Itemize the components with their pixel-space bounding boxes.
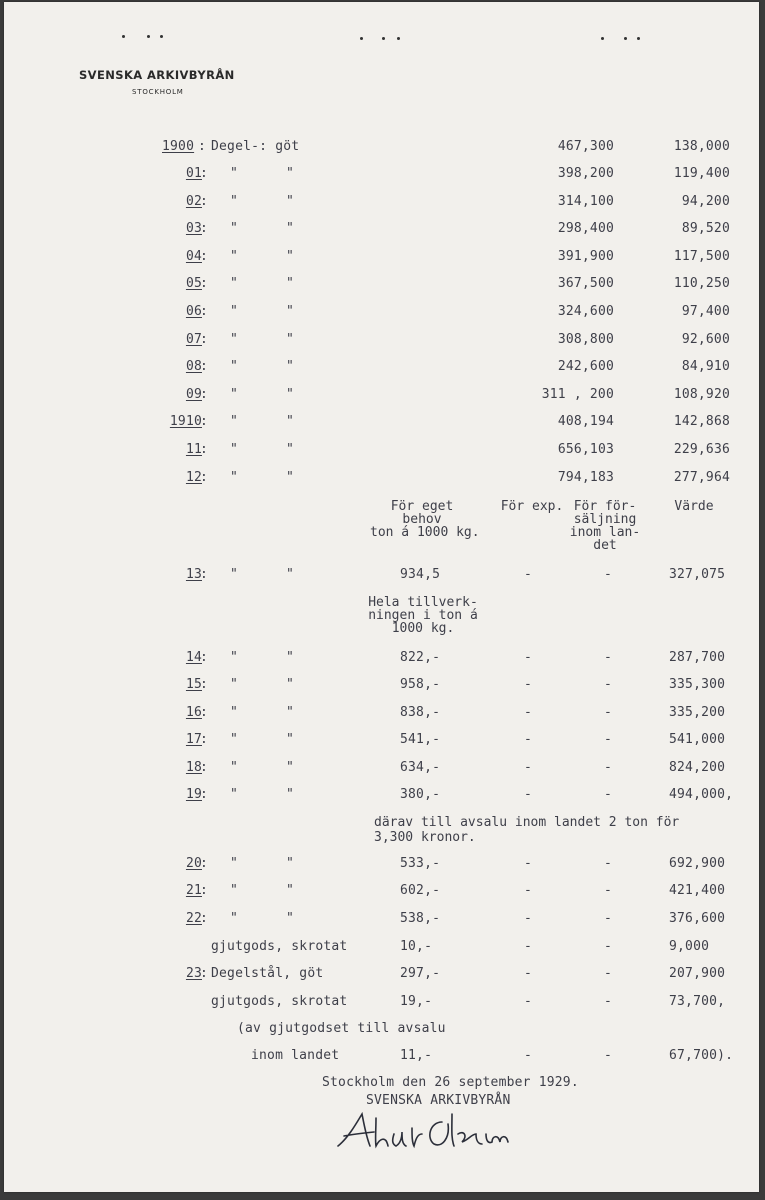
letterhead-city: STOCKHOLM	[132, 88, 184, 96]
own-need-value: 602,-	[400, 883, 441, 899]
year-colon: :	[200, 910, 209, 926]
value-amount: 421,400	[669, 883, 726, 899]
ditto-mark: "	[286, 331, 295, 347]
domestic-value: -	[603, 704, 613, 720]
tons-value: 311 , 200	[541, 386, 614, 402]
castings-note: (av gjutgodset till avsalu	[237, 1021, 446, 1036]
ditto-mark: "	[286, 910, 295, 926]
ditto-mark: "	[286, 248, 295, 264]
year-label: 1910	[169, 414, 202, 430]
year-colon: :	[200, 856, 209, 871]
year-colon: :	[200, 276, 209, 292]
year-colon: :	[200, 331, 209, 347]
export-value: -	[523, 787, 533, 802]
domestic-value: -	[603, 567, 613, 582]
tons-value: 324,600	[557, 304, 614, 319]
export-value: -	[523, 650, 533, 665]
domestic-value: -	[603, 994, 613, 1009]
value-amount: 138,000	[673, 139, 730, 154]
tons-value: 398,200	[557, 166, 614, 181]
year-label: 11	[185, 442, 202, 457]
value-amount: 277,964	[673, 469, 730, 485]
year-label: 06	[185, 304, 202, 319]
year-label: 14	[185, 650, 202, 665]
value-amount: 541,000	[669, 732, 726, 748]
ditto-mark: "	[230, 276, 239, 292]
year-label: 02	[185, 193, 202, 209]
ditto-mark: "	[286, 704, 295, 720]
own-need-value: 10,-	[400, 939, 433, 954]
year-label: 04	[185, 248, 202, 264]
ditto-mark: "	[286, 221, 295, 237]
ditto-mark: "	[286, 359, 295, 375]
domestic-value: -	[603, 939, 613, 954]
year-label: 21	[185, 883, 202, 899]
binding-mark	[624, 37, 627, 40]
value-amount: 119,400	[673, 166, 730, 181]
year-colon: :	[200, 469, 209, 485]
year-colon: :	[200, 732, 209, 748]
year-colon: :	[200, 677, 209, 693]
year-colon: :	[200, 166, 209, 181]
year-colon: :	[200, 248, 209, 264]
domestic-value: -	[603, 759, 613, 775]
own-need-value: 958,-	[400, 677, 441, 693]
ditto-mark: "	[286, 787, 295, 802]
export-value: -	[523, 883, 533, 899]
ditto-mark: "	[286, 414, 295, 430]
year-colon: :	[200, 386, 209, 402]
ditto-mark: "	[286, 193, 295, 209]
value-amount: 67,700).	[669, 1048, 734, 1063]
value-amount: 692,900	[669, 856, 726, 871]
value-amount: 207,900	[669, 966, 726, 981]
year-label: 20	[185, 856, 202, 871]
year-label: 22	[185, 910, 202, 926]
ditto-mark: "	[286, 442, 295, 457]
ditto-mark: "	[230, 166, 239, 181]
year-label: 01	[185, 166, 202, 181]
header-total-production: Hela tillverk- ningen i ton á 1000 kg.	[368, 595, 478, 636]
tons-value: 298,400	[557, 221, 614, 237]
closing-organization: SVENSKA ARKIVBYRÅN	[366, 1093, 511, 1108]
value-amount: 73,700,	[669, 994, 726, 1009]
year-colon: :	[200, 787, 209, 802]
header-own-need: För eget behov ton á 1000 kg.	[370, 499, 480, 540]
own-need-value: 822,-	[400, 650, 441, 665]
year-colon: :	[198, 139, 207, 154]
year-colon: :	[200, 442, 209, 457]
binding-mark	[122, 35, 125, 38]
ditto-mark: "	[230, 787, 239, 802]
year-label: 09	[185, 386, 202, 402]
header-export: För exp.	[500, 499, 564, 514]
tons-value: 308,800	[557, 331, 614, 347]
own-need-value: 541,-	[400, 732, 441, 748]
value-amount: 335,200	[669, 704, 726, 720]
ditto-mark: "	[230, 883, 239, 899]
ditto-mark: "	[286, 650, 295, 665]
signature	[330, 1108, 530, 1154]
value-amount: 494,000,	[669, 787, 734, 802]
domestic-value: -	[603, 910, 613, 926]
tons-value: 242,600	[557, 359, 614, 375]
tons-value: 391,900	[557, 248, 614, 264]
year-label: 12	[185, 469, 202, 485]
own-need-value: 538,-	[400, 910, 441, 926]
ditto-mark: "	[230, 567, 239, 582]
year-colon: :	[200, 359, 209, 375]
year-label: 16	[185, 704, 202, 720]
value-amount: 287,700	[669, 650, 726, 665]
year-colon: :	[200, 304, 209, 319]
ditto-mark: "	[230, 650, 239, 665]
binding-mark	[637, 37, 640, 40]
value-amount: 94,200	[681, 193, 730, 209]
scrap-label: gjutgods, skrotat	[211, 994, 348, 1009]
year-colon: :	[200, 567, 209, 582]
tons-value: 794,183	[557, 469, 614, 485]
domestic-value: -	[603, 732, 613, 748]
value-amount: 92,600	[681, 331, 730, 347]
scrap-label: gjutgods, skrotat	[211, 939, 348, 954]
own-need-value: 297,-	[400, 966, 441, 981]
ditto-mark: "	[230, 386, 239, 402]
ditto-mark: "	[230, 856, 239, 871]
year-label: 17	[185, 732, 202, 748]
value-amount: 84,910	[681, 359, 730, 375]
ditto-mark: "	[286, 276, 295, 292]
ditto-mark: "	[230, 359, 239, 375]
value-amount: 824,200	[669, 759, 726, 775]
tons-value: 367,500	[557, 276, 614, 292]
domestic-value: -	[603, 856, 613, 871]
value-amount: 89,520	[681, 221, 730, 237]
ditto-mark: "	[230, 732, 239, 748]
own-need-value: 634,-	[400, 759, 441, 775]
year-label: 05	[185, 276, 202, 292]
export-value: -	[523, 567, 533, 582]
header-domestic: För för- säljning inom lan- det	[569, 499, 641, 553]
export-value: -	[523, 677, 533, 693]
value-amount: 97,400	[681, 304, 730, 319]
tons-value: 656,103	[557, 442, 614, 457]
year-label: 19	[185, 787, 202, 802]
ditto-mark: "	[230, 221, 239, 237]
year-label: 08	[185, 359, 202, 375]
own-need-value: 533,-	[400, 856, 441, 871]
export-value: -	[523, 704, 533, 720]
ditto-mark: "	[230, 331, 239, 347]
ditto-mark: "	[230, 193, 239, 209]
year-label: 18	[185, 759, 202, 775]
domestic-value: -	[603, 1048, 613, 1063]
year-colon: :	[200, 883, 209, 899]
year-label: 15	[185, 677, 202, 693]
product-label: Degelstål, göt	[211, 966, 324, 981]
ditto-mark: "	[286, 567, 295, 582]
ditto-mark: "	[286, 677, 295, 693]
domestic-value: -	[603, 677, 613, 693]
year-colon: :	[200, 193, 209, 209]
binding-mark	[382, 37, 385, 40]
export-value: -	[523, 966, 533, 981]
year-colon: :	[200, 221, 209, 237]
export-value: -	[523, 994, 533, 1009]
value-amount: 335,300	[669, 677, 726, 693]
binding-mark	[601, 37, 604, 40]
closing-place-date: Stockholm den 26 september 1929.	[322, 1075, 579, 1090]
tons-value: 408,194	[557, 414, 614, 430]
domestic-value: -	[603, 787, 613, 802]
ditto-mark: "	[230, 414, 239, 430]
ditto-mark: "	[286, 759, 295, 775]
ditto-mark: "	[230, 469, 239, 485]
year-colon: :	[200, 414, 209, 430]
ditto-mark: "	[286, 856, 295, 871]
value-amount: 117,500	[673, 248, 730, 264]
own-need-value: 380,-	[400, 787, 441, 802]
ditto-mark: "	[286, 304, 295, 319]
domestic-value: -	[603, 883, 613, 899]
year-label: 13	[185, 567, 202, 582]
binding-mark	[147, 35, 150, 38]
document-page	[4, 2, 759, 1192]
value-amount: 327,075	[669, 567, 726, 582]
value-amount: 9,000	[669, 939, 710, 954]
own-need-value: 838,-	[400, 704, 441, 720]
binding-mark	[397, 37, 400, 40]
value-amount: 376,600	[669, 910, 726, 926]
ditto-mark: "	[286, 386, 295, 402]
own-need-value: 11,-	[400, 1048, 433, 1063]
year-colon: :	[200, 650, 209, 665]
ditto-mark: "	[286, 732, 295, 748]
domestic-value: -	[603, 966, 613, 981]
binding-mark	[360, 37, 363, 40]
export-value: -	[523, 732, 533, 748]
note-1919: därav till avsalu inom landet 2 ton för 3,300 kronor.	[374, 815, 680, 845]
year-label: 1900	[162, 139, 195, 154]
year-label: 23	[185, 966, 202, 981]
export-value: -	[523, 939, 533, 954]
header-value: Värde	[674, 499, 714, 514]
export-value: -	[523, 759, 533, 775]
domestic-value: -	[603, 650, 613, 665]
tons-value: 314,100	[557, 193, 614, 209]
value-amount: 110,250	[673, 276, 730, 292]
year-colon: :	[200, 704, 209, 720]
export-value: -	[523, 910, 533, 926]
tons-value: 467,300	[557, 139, 614, 154]
year-colon: :	[200, 966, 209, 981]
letterhead-title: SVENSKA ARKIVBYRÅN	[79, 68, 235, 82]
export-value: -	[523, 1048, 533, 1063]
export-value: -	[523, 856, 533, 871]
ditto-mark: "	[286, 883, 295, 899]
year-label: 03	[185, 221, 202, 237]
year-label: 07	[185, 331, 202, 347]
year-colon: :	[200, 759, 209, 775]
ditto-mark: "	[286, 166, 295, 181]
ditto-mark: "	[230, 442, 239, 457]
value-amount: 229,636	[673, 442, 730, 457]
binding-mark	[160, 35, 163, 38]
ditto-mark: "	[230, 304, 239, 319]
ditto-mark: "	[230, 248, 239, 264]
value-amount: 142,868	[673, 414, 730, 430]
value-amount: 108,920	[673, 386, 730, 402]
ditto-mark: "	[286, 469, 295, 485]
own-need-value: 934,5	[400, 567, 441, 582]
ditto-mark: "	[230, 759, 239, 775]
domestic-label: inom landet	[251, 1048, 340, 1063]
product-label: Degel-: göt	[211, 139, 300, 154]
ditto-mark: "	[230, 677, 239, 693]
ditto-mark: "	[230, 704, 239, 720]
ditto-mark: "	[230, 910, 239, 926]
own-need-value: 19,-	[400, 994, 433, 1009]
